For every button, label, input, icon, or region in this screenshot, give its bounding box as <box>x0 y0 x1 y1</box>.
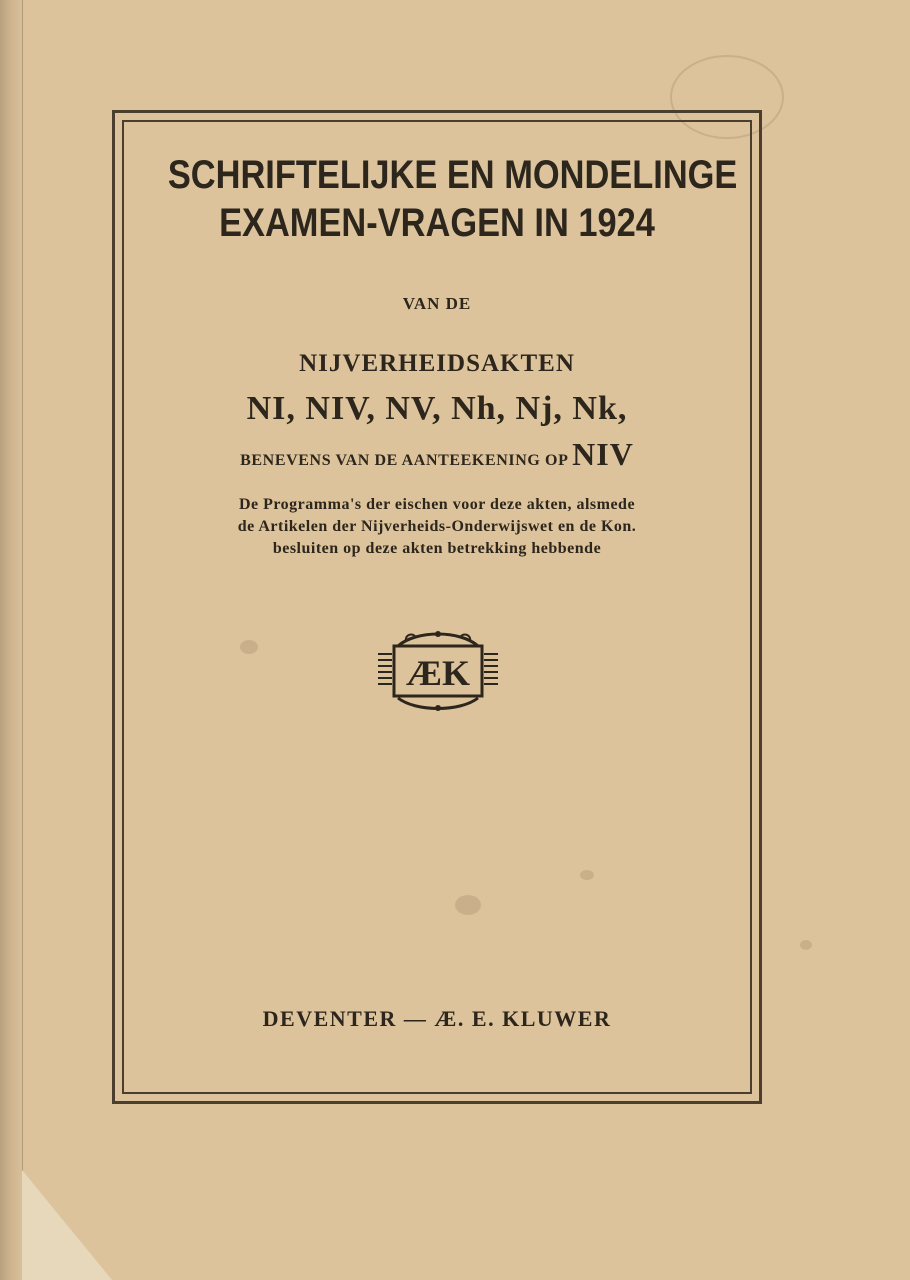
benevens-line <box>124 436 750 473</box>
benevens-act: NIV <box>572 436 634 472</box>
van-de-text: VAN DE <box>402 294 472 313</box>
benevens-text: BENEVENS VAN DE AANTEEKENING OP <box>240 452 568 469</box>
stain-spot <box>800 940 812 950</box>
title-line-2: EXAMEN-VRAGEN IN 1924 <box>219 201 655 245</box>
program-line-1: De Programma's der eischen voor deze akten, alsmede <box>238 496 636 513</box>
book-spine <box>0 0 23 1280</box>
heading-nijverheidsakten: NIJVERHEIDSAKTEN <box>299 350 575 377</box>
logo-monogram: ÆK <box>405 653 471 693</box>
title-line-1: SCHRIFTELIJKE EN MONDELINGE <box>167 153 738 197</box>
program-line-3: besluiten op deze akten betrekking hebbende <box>272 540 602 557</box>
publisher-logo-emblem <box>376 628 500 712</box>
program-line-2: de Artikelen der Nijverheids-Onderwijswet en de Kon. <box>237 518 637 535</box>
publisher-imprint: DEVENTER — Æ. E. KLUWER <box>262 1006 612 1031</box>
acts-list: NI, NIV, NV, Nh, Nj, Nk, <box>246 390 628 427</box>
torn-corner <box>22 1170 112 1280</box>
inner-border <box>122 120 752 1094</box>
program-description <box>124 494 750 560</box>
